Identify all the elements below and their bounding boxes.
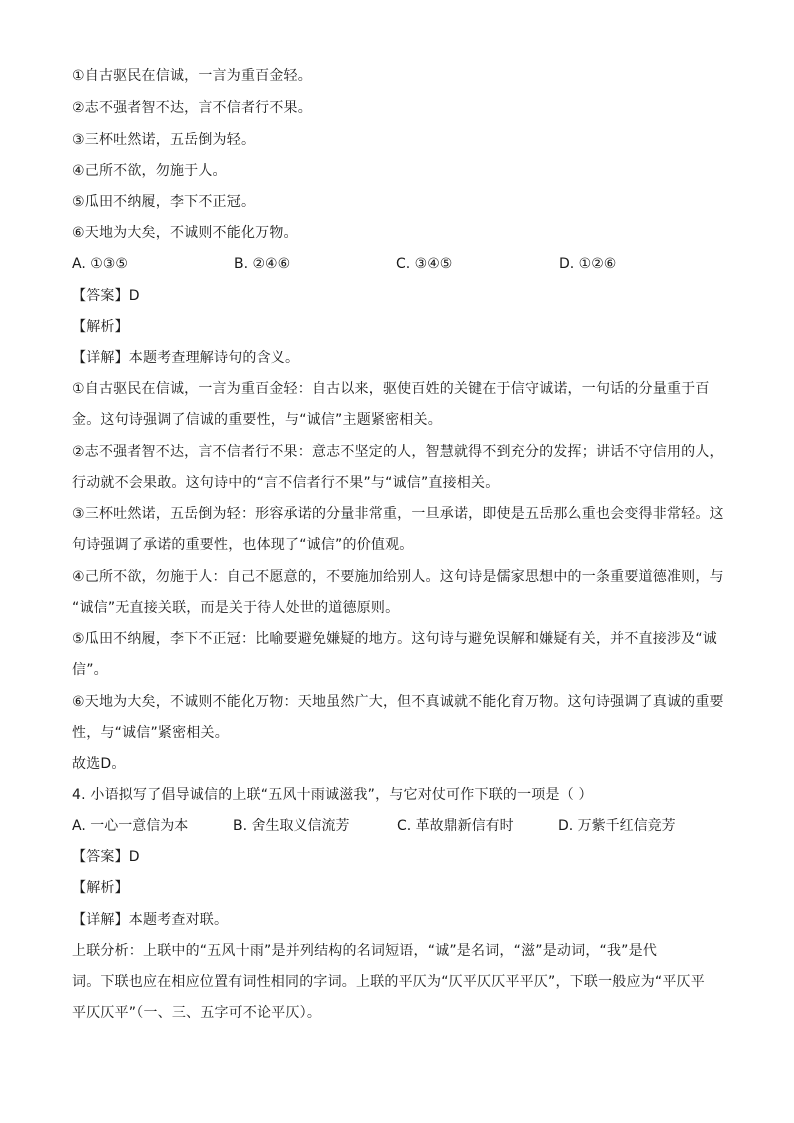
q3-explanation-line: ⑥天地为大矣，不诚则不能化万物：天地虽然广大，但不真诚就不能化育万物。这句诗强调了真诚的重要 xyxy=(72,694,724,710)
statement-1: ①自古驱民在信诚，一言为重百金轻。 xyxy=(72,68,312,84)
statement-3: ③三杯吐然诺，五岳倒为轻。 xyxy=(72,132,256,148)
q3-explanation-line: ②志不强者智不达，言不信者行不果：意志不坚定的人，智慧就得不到充分的发挥；讲话不守信用的人， xyxy=(72,444,724,460)
q4-analysis-label: 【解析】 xyxy=(72,880,129,896)
q4-option-d: D. 万紫千红信竞芳 xyxy=(558,818,676,834)
q3-explanation-line: 信”。 xyxy=(72,662,108,678)
q3-option-c: C. ③④⑤ xyxy=(396,256,453,272)
q4-explanation-line: 平仄仄平”（一、三、五字可不论平仄）。 xyxy=(72,1005,322,1021)
q3-option-a: A. ①③⑤ xyxy=(72,256,128,272)
q4-option-a: A. 一心一意信为本 xyxy=(72,818,189,834)
q3-explanation-line: ④己所不欲，勿施于人：自己不愿意的，不要施加给别人。这句诗是儒家思想中的一条重要道德准则，与 xyxy=(72,569,724,585)
q3-option-d: D. ①②⑥ xyxy=(559,256,617,272)
statement-4: ④己所不欲，勿施于人。 xyxy=(72,163,227,179)
q3-detail-label: 【详解】本题考查理解诗句的含义。 xyxy=(72,350,300,366)
statement-2: ②志不强者智不达，言不信者行不果。 xyxy=(72,100,312,116)
q3-conclusion: 故选D。 xyxy=(72,756,126,772)
q3-explanation-line: ③三杯吐然诺，五岳倒为轻：形容承诺的分量非常重，一旦承诺，即使是五岳那么重也会变得非常轻。这 xyxy=(72,506,724,522)
q3-explanation-line: 性，与“诚信”紧密相关。 xyxy=(72,725,229,741)
q3-explanation-line: ①自古驱民在信诚，一言为重百金轻：自古以来，驱使百姓的关键在于信守诚诺，一句话的分量重于百 xyxy=(72,381,710,397)
q3-explanation-line: 行动就不会果敢。这句诗中的“言不信者行不果”与“诚信”直接相关。 xyxy=(72,475,500,491)
statement-5: ⑤瓜田不纳履，李下不正冠。 xyxy=(72,194,256,210)
q4-detail-label: 【详解】本题考查对联。 xyxy=(72,912,229,928)
q3-explanation-line: “诚信”无直接关联，而是关于待人处世的道德原则。 xyxy=(72,600,400,616)
q4-option-b: B. 舍生取义信流芳 xyxy=(233,818,350,834)
q4-question: 4. 小语拟写了倡导诚信的上联“五风十雨诚滋我”，与它对仗可作下联的一项是（ ） xyxy=(72,787,593,803)
q3-explanation-line: 句诗强调了承诺的重要性，也体现了“诚信”的价值观。 xyxy=(72,537,414,553)
statement-6: ⑥天地为大矣，不诚则不能化万物。 xyxy=(72,225,298,241)
q4-option-c: C. 革故鼎新信有时 xyxy=(397,818,514,834)
q3-option-b: B. ②④⑥ xyxy=(234,256,291,272)
q3-explanation-line: ⑤瓜田不纳履，李下不正冠：比喻要避免嫌疑的地方。这句诗与避免误解和嫌疑有关，并不直接涉及“诚 xyxy=(72,631,718,647)
q3-analysis-label: 【解析】 xyxy=(72,319,129,335)
q4-explanation-line: 词。下联也应在相应位置有词性相同的字词。上联的平仄为“仄平仄仄平平仄”，下联一般应为“平仄平 xyxy=(72,974,705,990)
q4-explanation-line: 上联分析：上联中的“五风十雨”是并列结构的名词短语，“诚”是名词，“滋”是动词，“我”是代 xyxy=(72,943,658,959)
q3-answer: 【答案】D xyxy=(72,288,140,304)
q3-explanation-line: 金。这句诗强调了信诚的重要性，与“诚信”主题紧密相关。 xyxy=(72,412,442,428)
q4-answer: 【答案】D xyxy=(72,849,140,865)
